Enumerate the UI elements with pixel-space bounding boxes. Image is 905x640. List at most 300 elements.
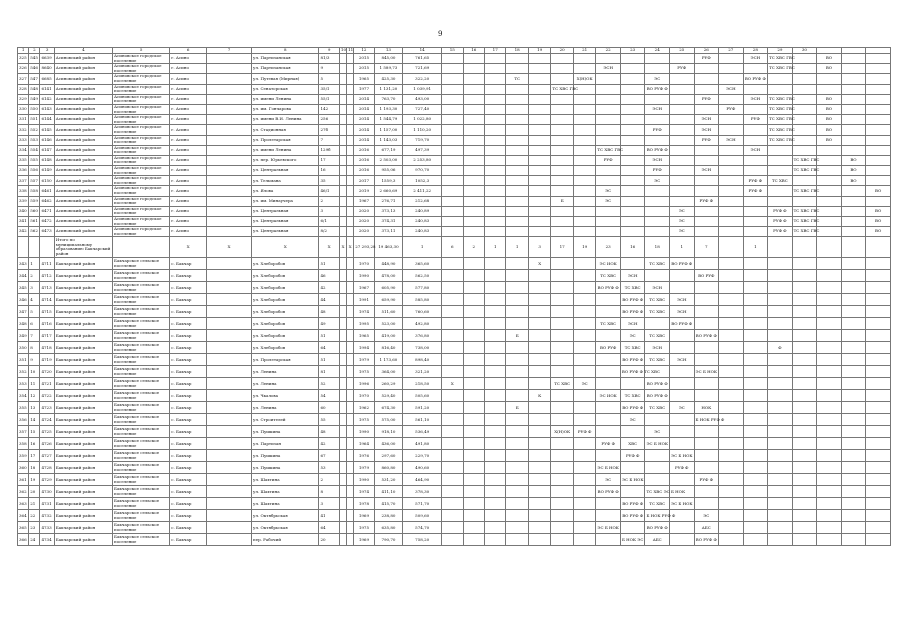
cell [866, 54, 891, 64]
cell: ВО РУФ [596, 342, 621, 354]
cell [506, 104, 528, 114]
cell: Асиновский район [54, 94, 112, 104]
cell: 3 [528, 237, 550, 258]
cell: 356 [18, 414, 29, 426]
cell: 60 [319, 402, 339, 414]
cell: 276,71 [374, 196, 403, 206]
cell: 2014 [354, 104, 374, 114]
cell [841, 94, 866, 104]
cell: 6/1 [319, 217, 339, 227]
cell [347, 474, 354, 486]
cell: 557 [29, 176, 40, 186]
cell [694, 104, 719, 114]
cell [485, 342, 506, 354]
cell: 19 463,30 [374, 237, 403, 258]
cell [792, 438, 817, 450]
cell [841, 426, 866, 438]
cell: 561,10 [403, 414, 442, 426]
cell: К [528, 390, 550, 402]
cell: 238,80 [374, 510, 403, 522]
cell: 4734 [40, 534, 54, 546]
cell [866, 438, 891, 450]
cell: ВО [817, 64, 842, 74]
table-row [18, 498, 891, 510]
cell: 2014 [354, 135, 374, 145]
cell: 677,19 [374, 145, 403, 155]
cell: 411,10 [374, 486, 403, 498]
cell: с. Бакчар [170, 342, 207, 354]
cell [207, 74, 252, 84]
cell: РУФ [719, 104, 744, 114]
cell [719, 306, 744, 318]
cell [485, 438, 506, 450]
cell [719, 155, 744, 165]
cell [485, 474, 506, 486]
cell [528, 94, 550, 104]
cell: 21 [573, 48, 595, 54]
cell [596, 54, 621, 64]
cell: 346 [18, 294, 29, 306]
cell: 550 [29, 104, 40, 114]
cell [339, 74, 346, 84]
cell [817, 354, 842, 366]
cell [743, 498, 768, 510]
cell [792, 125, 817, 135]
cell [694, 354, 719, 366]
cell [719, 486, 744, 498]
cell: ТС ХВС [645, 306, 670, 318]
cell: 2 [319, 196, 339, 206]
cell: 19 [29, 474, 40, 486]
cell [817, 414, 842, 426]
cell: ВО РУФ Ф [620, 498, 645, 510]
cell [669, 196, 694, 206]
cell [841, 390, 866, 402]
cell [841, 270, 866, 282]
cell [485, 104, 506, 114]
cell: Асиновский район [54, 74, 112, 84]
cell: ул. Ленина [252, 378, 319, 390]
cell: ЭС [573, 378, 595, 390]
cell [719, 378, 744, 390]
cell [339, 145, 346, 155]
cell: 7 [29, 330, 40, 342]
cell [442, 155, 463, 165]
cell [347, 217, 354, 227]
cell [347, 390, 354, 402]
cell: 26 [694, 48, 719, 54]
cell [841, 282, 866, 294]
cell: 1052,3 [403, 176, 442, 186]
cell [506, 510, 528, 522]
cell [528, 282, 550, 294]
cell [841, 125, 866, 135]
cell [528, 270, 550, 282]
cell [528, 176, 550, 186]
cell: 9 [319, 48, 339, 54]
cell [645, 270, 670, 282]
cell: ЭС [669, 206, 694, 216]
cell: Х [528, 258, 550, 270]
cell [485, 166, 506, 176]
cell: ул. Шахтина [252, 486, 319, 498]
cell: Бакчарское сельское поселение [113, 462, 170, 474]
cell: 339 [18, 196, 29, 206]
cell [694, 462, 719, 474]
cell [528, 486, 550, 498]
cell [596, 115, 621, 125]
cell [442, 166, 463, 176]
cell [347, 135, 354, 145]
table-row [18, 64, 891, 74]
cell [442, 414, 463, 426]
cell [551, 227, 573, 237]
table-row [18, 294, 891, 306]
cell [442, 474, 463, 486]
cell: 24 [29, 534, 40, 546]
cell: ул. Сенаторская [252, 84, 319, 94]
cell [207, 306, 252, 318]
cell [866, 450, 891, 462]
cell: ВО [817, 54, 842, 64]
cell [339, 64, 346, 74]
cell [347, 306, 354, 318]
cell: Асиновский район [54, 104, 112, 114]
cell: 558 [29, 186, 40, 196]
cell: 3 [319, 498, 339, 510]
cell: 6473 [40, 227, 54, 237]
cell [347, 186, 354, 196]
cell [866, 176, 891, 186]
cell [551, 155, 573, 165]
cell: 1 544,79 [374, 115, 403, 125]
cell [207, 64, 252, 74]
cell [694, 186, 719, 196]
cell: 585,80 [403, 294, 442, 306]
cell [719, 74, 744, 84]
cell: 2 660,69 [374, 186, 403, 196]
cell [841, 342, 866, 354]
cell [442, 534, 463, 546]
cell: 16 [319, 166, 339, 176]
table-row [18, 125, 891, 135]
cell [743, 330, 768, 342]
cell [551, 510, 573, 522]
cell: ТС ХВС [620, 342, 645, 354]
cell [792, 522, 817, 534]
cell [442, 510, 463, 522]
cell [207, 294, 252, 306]
cell [528, 414, 550, 426]
cell: 10 [29, 366, 40, 378]
cell: Асиновское городское поселение [113, 104, 170, 114]
cell: 8 [252, 48, 319, 54]
cell [506, 342, 528, 354]
cell: ТС ХВС ЭС Б НОК [645, 486, 670, 498]
cell: 354 [18, 390, 29, 402]
cell: Бакчарский район [54, 474, 112, 486]
cell: 22 [29, 510, 40, 522]
cell [620, 135, 645, 145]
cell [694, 426, 719, 438]
cell [841, 258, 866, 270]
cell: 17 [485, 48, 506, 54]
cell [817, 366, 842, 378]
cell: с. Бакчар [170, 426, 207, 438]
cell [768, 534, 793, 546]
cell [528, 104, 550, 114]
cell: 1975 [354, 366, 374, 378]
cell: ЭС [669, 227, 694, 237]
cell [347, 155, 354, 165]
cell [573, 390, 595, 402]
cell [620, 94, 645, 104]
cell [463, 414, 484, 426]
cell [339, 450, 346, 462]
cell: 27б [319, 125, 339, 135]
cell [792, 354, 817, 366]
cell [442, 84, 463, 94]
cell [347, 54, 354, 64]
cell: с. Бакчар [170, 402, 207, 414]
cell [694, 450, 719, 462]
cell [442, 94, 463, 104]
cell [719, 115, 744, 125]
cell: 6146 [40, 135, 54, 145]
cell [792, 474, 817, 486]
cell: ТС ХВС [551, 378, 573, 390]
cell [347, 450, 354, 462]
cell [463, 74, 484, 84]
cell: Бакчарский район [54, 486, 112, 498]
cell [463, 474, 484, 486]
cell [792, 378, 817, 390]
cell [528, 54, 550, 64]
cell: 898,40 [403, 354, 442, 366]
cell: 2 [29, 48, 40, 54]
cell [817, 176, 842, 186]
cell [669, 125, 694, 135]
cell: ул. Партизанская [252, 54, 319, 64]
cell [207, 498, 252, 510]
cell [620, 258, 645, 270]
cell [841, 227, 866, 237]
cell: 497,39 [403, 145, 442, 155]
cell [768, 354, 793, 366]
cell: 30 [792, 48, 817, 54]
cell [596, 135, 621, 145]
cell [743, 84, 768, 94]
cell [645, 196, 670, 206]
cell: 347 [18, 306, 29, 318]
cell [528, 84, 550, 94]
cell [841, 237, 866, 258]
cell [866, 498, 891, 510]
cell [669, 522, 694, 534]
cell: РУФ Ф [669, 462, 694, 474]
cell: Бакчарское сельское поселение [113, 306, 170, 318]
cell: ТС ХВС ГВС [768, 115, 793, 125]
cell: Х [252, 237, 319, 258]
cell: 81 [319, 366, 339, 378]
cell [743, 426, 768, 438]
cell: РУФ Ф [768, 227, 793, 237]
cell [768, 196, 793, 206]
cell: 3 [319, 206, 339, 216]
cell: РУФ [694, 94, 719, 104]
cell: РУФ [645, 166, 670, 176]
cell: г. Асино [170, 115, 207, 125]
cell [596, 378, 621, 390]
cell [347, 74, 354, 84]
cell [719, 94, 744, 104]
cell: ТС ХВС ГВС [596, 145, 621, 155]
cell [768, 318, 793, 330]
cell [339, 176, 346, 186]
cell: 8 [29, 342, 40, 354]
cell: 478,00 [374, 270, 403, 282]
cell [573, 206, 595, 216]
cell: 545 [29, 54, 40, 64]
cell: Бакчарский район [54, 498, 112, 510]
cell: ВО [817, 104, 842, 114]
cell: 6 [170, 48, 207, 54]
cell [442, 125, 463, 135]
cell [817, 74, 842, 84]
cell: 6471 [40, 206, 54, 216]
cell [573, 354, 595, 366]
cell: ЭСН [645, 282, 670, 294]
cell [506, 186, 528, 196]
cell: г. Асино [170, 125, 207, 135]
cell [596, 330, 621, 342]
cell [669, 378, 694, 390]
cell [866, 145, 891, 155]
cell: 51 [319, 258, 339, 270]
cell: ВО [841, 155, 866, 165]
cell [719, 125, 744, 135]
cell [866, 258, 891, 270]
cell [694, 378, 719, 390]
cell [463, 64, 484, 74]
cell: 13 [29, 402, 40, 414]
cell: 552 [29, 125, 40, 135]
cell [866, 155, 891, 165]
cell: 1991 [354, 294, 374, 306]
cell: ЭС [669, 217, 694, 227]
cell: г. Асино [170, 64, 207, 74]
cell [528, 402, 550, 414]
table-row [18, 227, 891, 237]
cell [463, 330, 484, 342]
cell [743, 462, 768, 474]
cell [485, 54, 506, 64]
cell [339, 354, 346, 366]
cell [719, 426, 744, 438]
cell [817, 258, 842, 270]
cell [743, 270, 768, 282]
cell: ВО РУФ Ф [645, 522, 670, 534]
cell [463, 522, 484, 534]
cell [841, 54, 866, 64]
cell: ТС ХВС ГВС [551, 84, 573, 94]
cell [485, 294, 506, 306]
cell [485, 366, 506, 378]
cell: Бакчарское сельское поселение [113, 450, 170, 462]
cell: ВО [817, 115, 842, 125]
page-number: 9 [438, 30, 443, 38]
cell: 23 [596, 237, 621, 258]
cell: ТС ХВС [620, 282, 645, 294]
cell [841, 115, 866, 125]
cell: ул. Пушкина [252, 426, 319, 438]
cell: Бакчарский район [54, 414, 112, 426]
cell [347, 258, 354, 270]
cell: Бакчарский район [54, 306, 112, 318]
cell: Асиновский район [54, 227, 112, 237]
cell [506, 318, 528, 330]
table-row [18, 450, 891, 462]
cell [506, 206, 528, 216]
cell: Асиновский район [54, 155, 112, 165]
cell [694, 294, 719, 306]
cell: ул. имени Ленина [252, 145, 319, 155]
cell [551, 282, 573, 294]
cell [743, 135, 768, 145]
cell [506, 64, 528, 74]
cell [817, 498, 842, 510]
cell: 365,60 [403, 258, 442, 270]
cell: 366 [18, 534, 29, 546]
cell: ул. Строителей [252, 414, 319, 426]
cell [768, 155, 793, 165]
cell: Асиновский район [54, 135, 112, 145]
cell [506, 135, 528, 145]
cell [792, 104, 817, 114]
cell: 17 [551, 237, 573, 258]
cell [442, 366, 463, 378]
cell: ул. Партизан [252, 438, 319, 450]
cell: ТС ХВС ГВС [792, 155, 817, 165]
cell [463, 270, 484, 282]
cell [528, 522, 550, 534]
housing-register-table [17, 47, 891, 546]
cell [573, 64, 595, 74]
cell [573, 166, 595, 176]
cell [596, 206, 621, 216]
cell: ЭСН [719, 84, 744, 94]
cell [551, 486, 573, 498]
cell [506, 196, 528, 206]
cell: г. Асино [170, 217, 207, 227]
cell [768, 166, 793, 176]
cell: 1 589,73 [374, 64, 403, 74]
cell: 42 [319, 438, 339, 450]
cell [551, 402, 573, 414]
cell [573, 258, 595, 270]
cell: Асиновское городское поселение [113, 166, 170, 176]
cell: 3 [29, 282, 40, 294]
cell [694, 342, 719, 354]
cell: с. Бакчар [170, 294, 207, 306]
cell [866, 474, 891, 486]
cell: ВО РУФ Ф [620, 354, 645, 366]
cell [207, 282, 252, 294]
cell [866, 270, 891, 282]
cell [551, 342, 573, 354]
table-row [18, 84, 891, 94]
cell [866, 378, 891, 390]
